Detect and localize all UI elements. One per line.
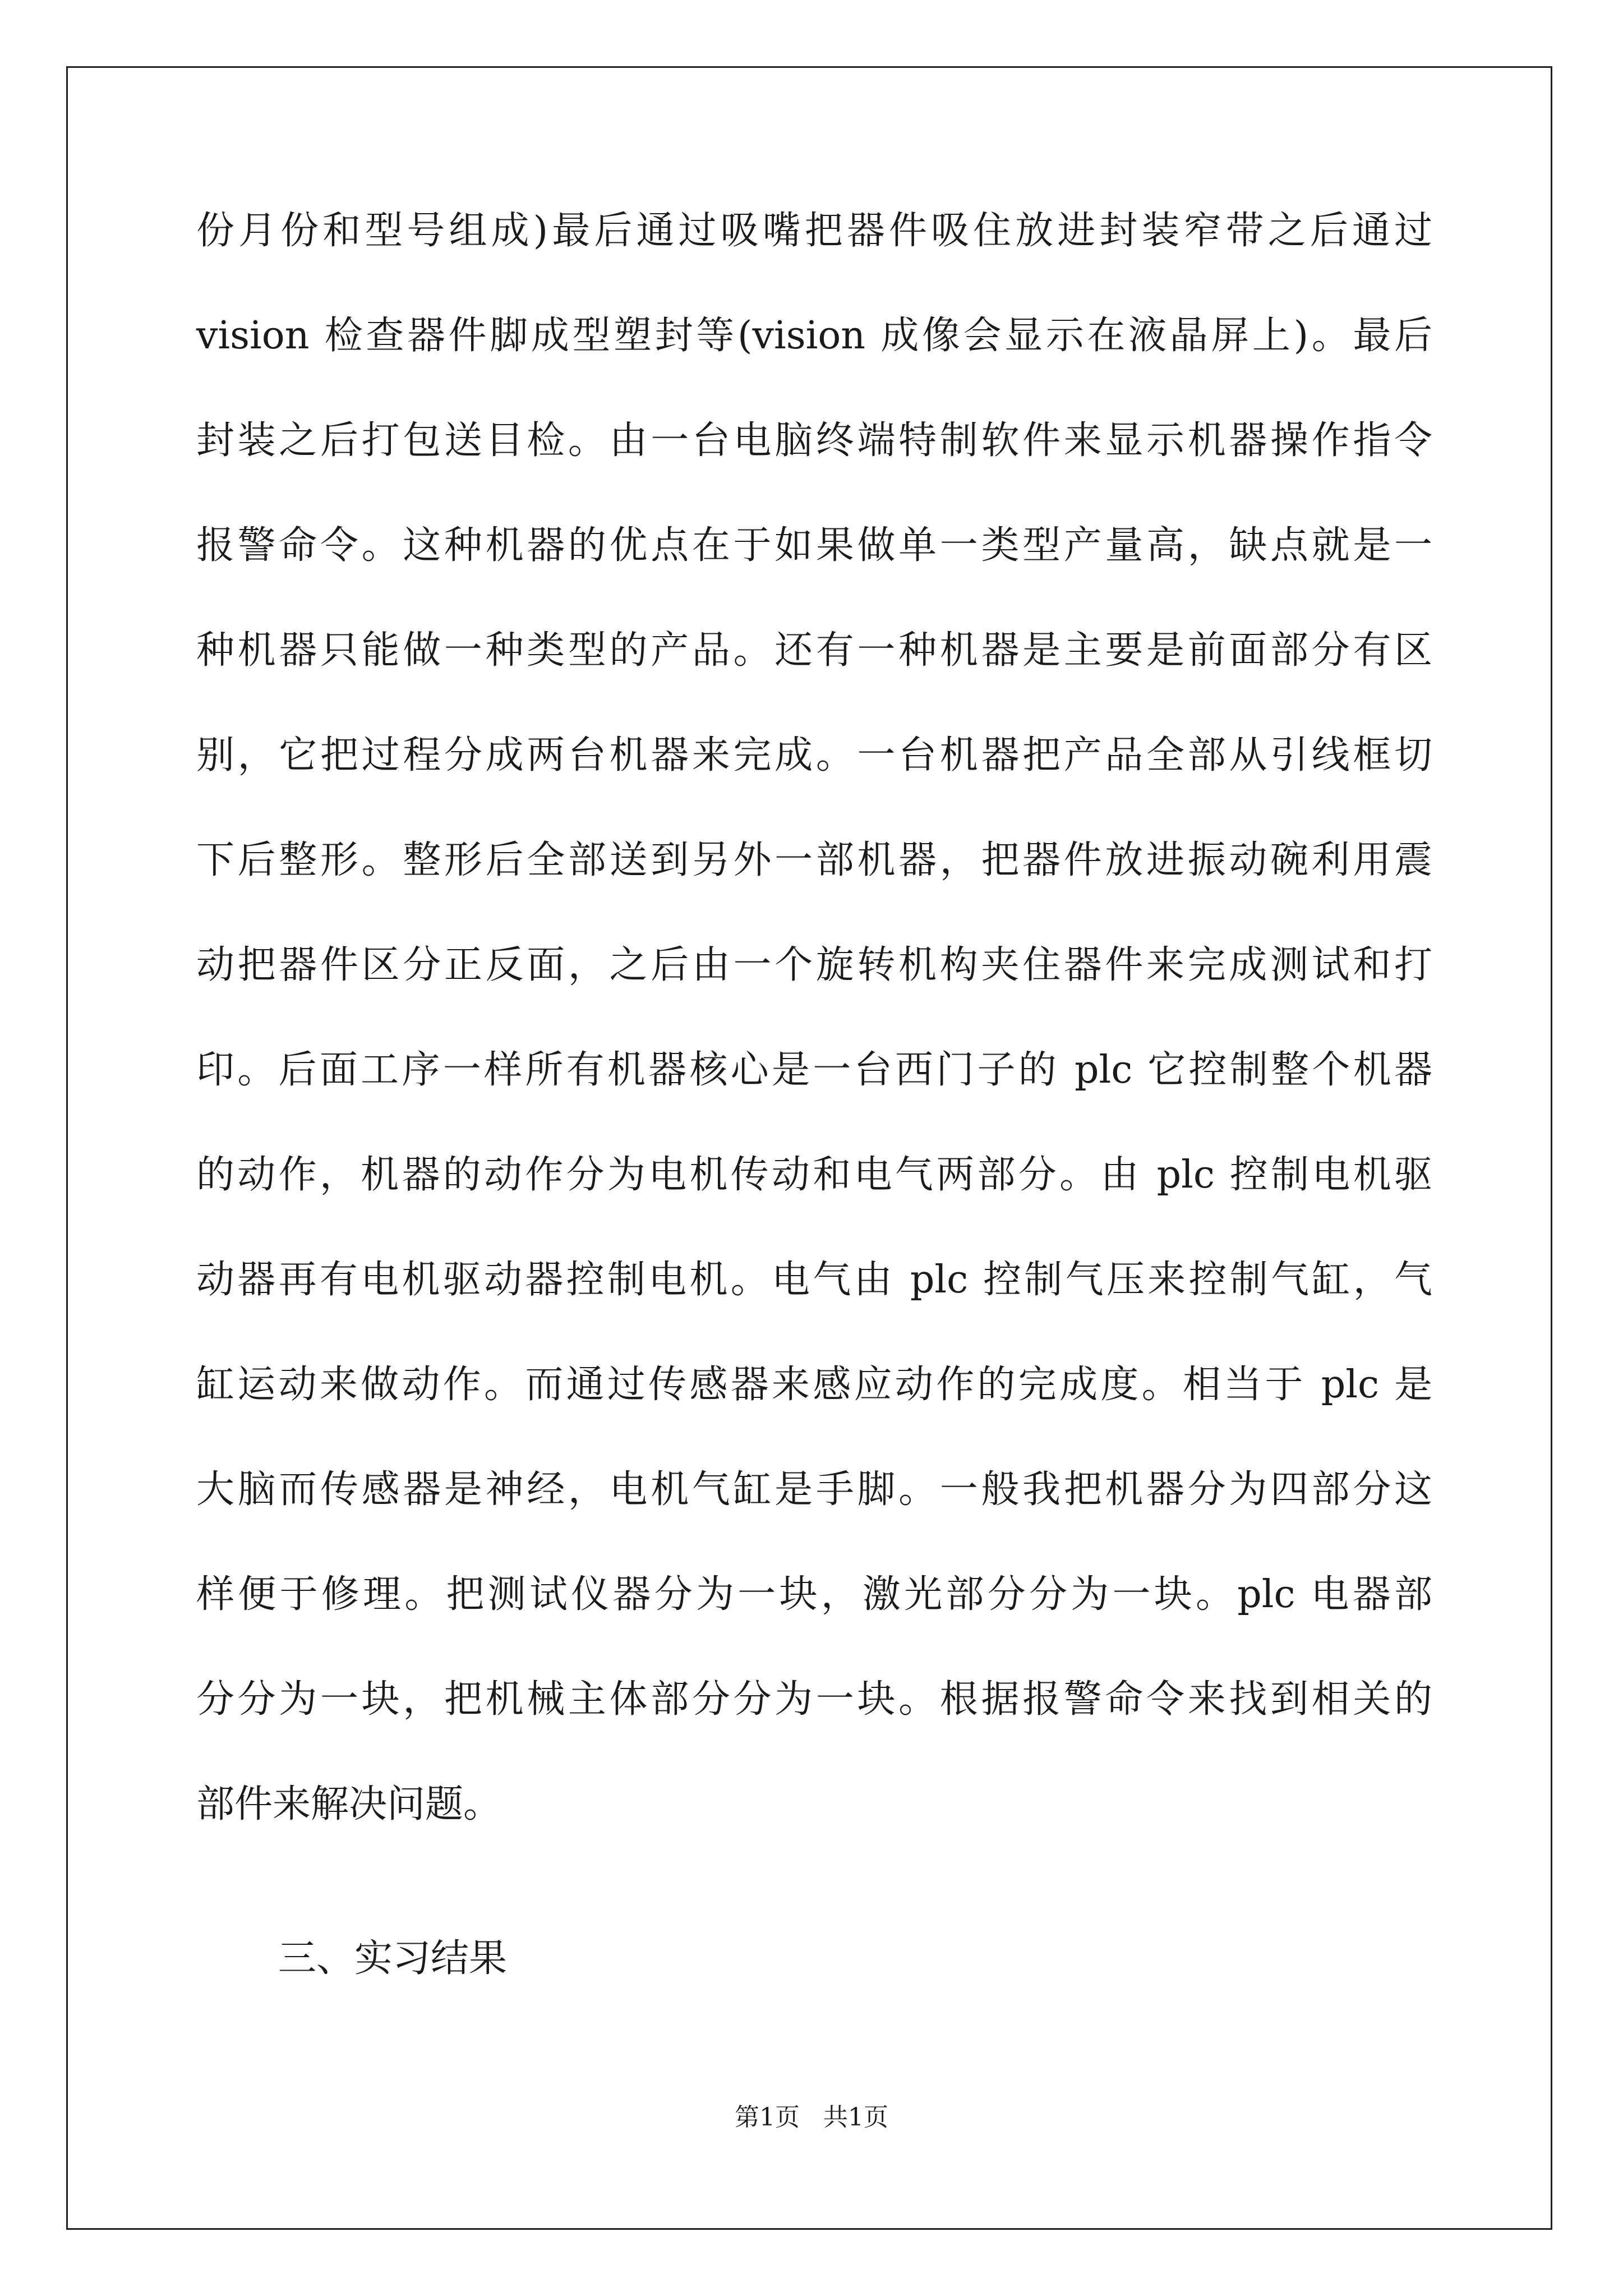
text-line: 缸运动来做动作。而通过传感器来感应动作的完成度。相当于 plc 是 bbox=[196, 1363, 1432, 1407]
page-number-footer: 第1页 共1页 bbox=[735, 2103, 888, 2132]
text-line: 种机器只能做一种类型的产品。还有一种机器是主要是前面部分有区 bbox=[196, 628, 1432, 673]
text-line: 部件来解决问题。 bbox=[196, 1782, 502, 1826]
section-heading: 三、实习结果 bbox=[278, 1936, 508, 1981]
text-line: 下后整形。整形后全部送到另外一部机器，把器件放进振动碗利用震 bbox=[196, 838, 1432, 882]
text-line: 动器再有电机驱动器控制电机。电气由 plc 控制气压来控制气缸，气 bbox=[196, 1258, 1432, 1302]
text-line: 的动作，机器的动作分为电机传动和电气两部分。由 plc 控制电机驱 bbox=[196, 1153, 1432, 1197]
text-line: 别，它把过程分成两台机器来完成。一台机器把产品全部从引线框切 bbox=[196, 733, 1432, 777]
text-line: 分分为一块，把机械主体部分分为一块。根据报警命令来找到相关的 bbox=[196, 1677, 1432, 1722]
text-line: 样便于修理。把测试仪器分为一块，激光部分分为一块。plc 电器部 bbox=[196, 1572, 1432, 1617]
text-line: 动把器件区分正反面，之后由一个旋转机构夹住器件来完成测试和打 bbox=[196, 943, 1432, 987]
text-line: vision 检查器件脚成型塑封等(vision 成像会显示在液晶屏上)。最后 bbox=[196, 314, 1432, 358]
text-line: 大脑而传感器是神经，电机气缸是手脚。一般我把机器分为四部分这 bbox=[196, 1467, 1432, 1512]
text-line: 印。后面工序一样所有机器核心是一台西门子的 plc 它控制整个机器 bbox=[196, 1048, 1432, 1092]
text-line: 份月份和型号组成)最后通过吸嘴把器件吸住放进封装窄带之后通过 bbox=[196, 209, 1432, 253]
text-line: 封装之后打包送目检。由一台电脑终端特制软件来显示机器操作指令 bbox=[196, 418, 1432, 463]
body-paragraph bbox=[196, 197, 1432, 1876]
text-line: 报警命令。这种机器的优点在于如果做单一类型产量高，缺点就是一 bbox=[196, 523, 1432, 568]
